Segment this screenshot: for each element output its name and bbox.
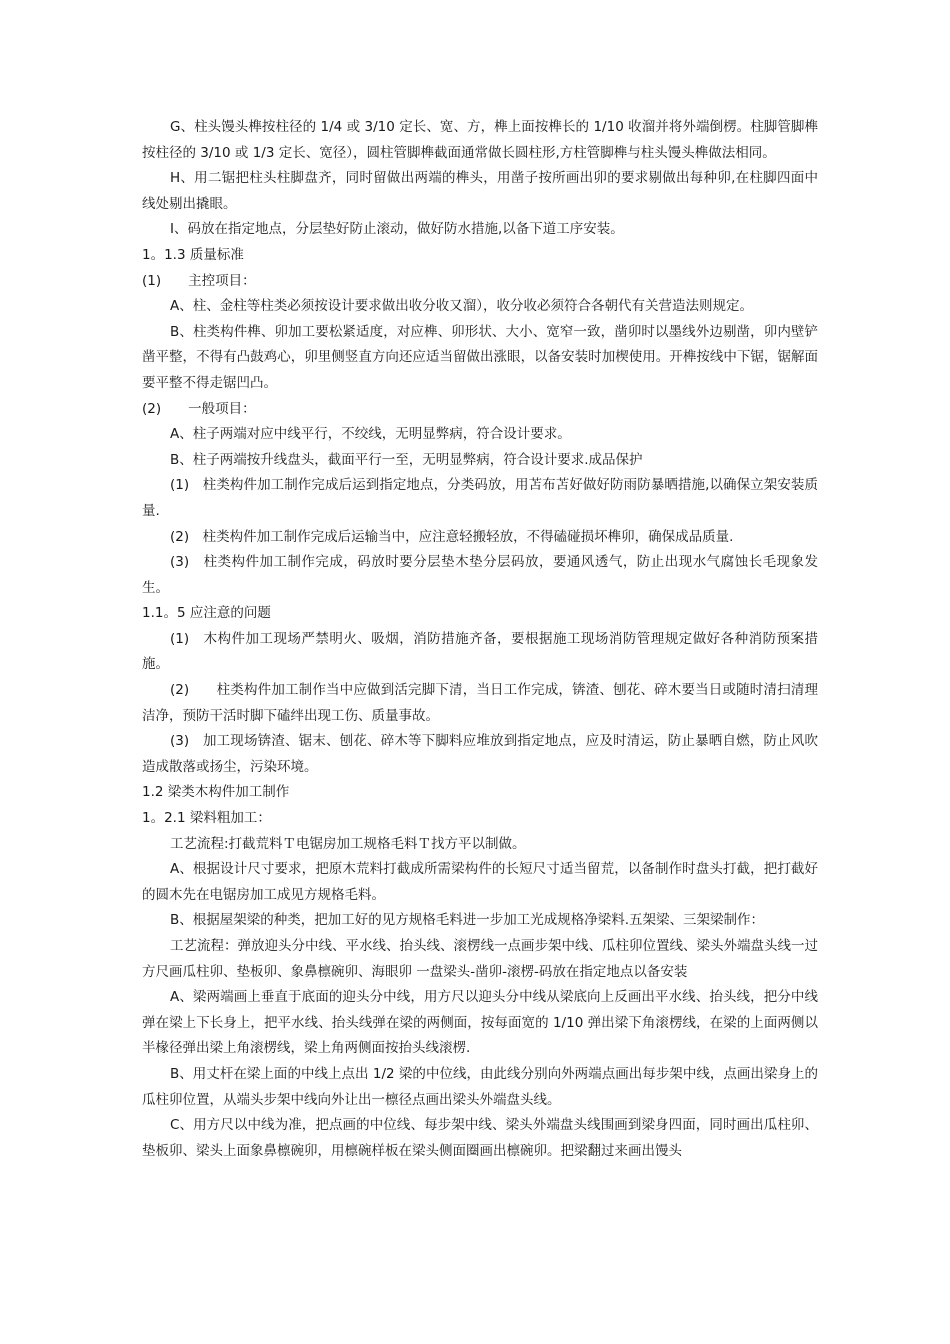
paragraph-process-flow-beam: 工艺流程：弹放迎头分中线、平水线、抬头线、滚楞线一点画步架中线、瓜柱卯位置线、梁头外端盘头线一过方尺画瓜柱卯、垫板卯、象鼻檩碗卯、海眼卯 一盘梁头-凿卯-滚楞-码放在指定地点以备安装 [142, 938, 818, 980]
paragraph-issue-3-waste: (3) 加工现场锛渣、锯末、刨花、碎木等下脚料应堆放到指定地点，应及时清运，防止暴晒自燃，防止风吹造成散落或扬尘，污染环境。 [142, 733, 818, 775]
section-heading-beam-rough-processing: 1。2.1 梁料粗加工： [142, 810, 271, 827]
paragraph-b-mortise-tenon-fit: B、柱类构件榫、卯加工要松紧适度，对应榫、卯形状、大小、宽窄一致，凿卯时以墨线外边剔凿，卯内壁铲凿平整，不得有凸鼓鸡心，卯里侧竖直方向还应适当留做出涨眼，以备安装时加楔使用。开榫按线中下锯，锯解面要平整不得走锯凹凸。 [142, 323, 818, 391]
paragraph-b-beam-types: B、根据屋架梁的种类，把加工好的见方规格毛料进一步加工光成规格净梁料.五架梁、三架梁制作： [170, 912, 765, 929]
paragraph-a-beam-centerlines: A、梁两端画上垂直于底面的迎头分中线，用方尺以迎头分中线从梁底向上反画出平水线、抬头线，把分中线弹在梁上下长身上，把平水线、抬头线弹在梁的两侧面，按每面宽的 1/10 弹出梁下角滚楞线，在梁的上面两侧以半椽径弹出梁上角滚楞线，梁上角两侧面按抬头线滚楞. [142, 989, 818, 1057]
paragraph-protection-3: (3) 柱类构件加工制作完成，码放时要分层垫木垫分层码放，要通风透气，防止出现水气腐蚀长毛现象发生。 [142, 554, 818, 596]
paragraph-c-square-rule: C、用方尺以中线为准，把点画的中位线、每步架中线、梁头外端盘头线围画到梁身四面，同时画出瓜柱卯、垫板卯、梁头上面象鼻檩碗卯，用檩碗样板在梁头侧面圈画出檩碗卯。把梁翻过来画出馒头 [142, 1117, 818, 1159]
section-heading-quality-standard: 1。1.3 质量标准 [142, 246, 244, 263]
section-heading-issues-to-note: 1.1。5 应注意的问题 [142, 605, 271, 622]
paragraph-protection-2: (2) 柱类构件加工制作完成后运输当中，应注意轻搬轻放，不得磕碰损坏榫卯，确保成品质量. [170, 528, 734, 545]
paragraph-a-centerline-parallel: A、柱子两端对应中线平行，不绞线，无明显弊病，符合设计要求。 [170, 426, 571, 443]
paragraph-i-stacking: I、码放在指定地点，分层垫好防止滚动，做好防水措施,以备下道工序安装。 [170, 221, 624, 238]
paragraph-protection-1: (1) 柱类构件加工制作完成后运到指定地点，分类码放，用苫布苫好做好防雨防暴晒措施,以确保立架安装质量. [142, 477, 818, 519]
subheading-main-control-items: (1) 主控项目： [142, 272, 256, 289]
paragraph-issue-2-cleanup: (2) 柱类构件加工制作当中应做到活完脚下清，当日工作完成，锛渣、刨花、碎木要当日或随时清扫清理洁净，预防干活时脚下磕绊出现工伤、质量事故。 [142, 682, 818, 724]
paragraph-g-column-tenons: G、柱头馒头榫按柱径的 1/4 或 3/10 定长、宽、方，榫上面按榫长的 1/10 收溜并将外端倒楞。柱脚管脚榫按柱径的 3/10 或 1/3 定长、宽径），圆柱管脚榫截面通常做长圆柱形,方柱管脚榫与柱头馒头榫做法相同。 [142, 119, 818, 161]
paragraph-process-flow-rough: 工艺流程:打截荒料Ｔ电锯房加工规格毛料Ｔ找方平以制做。 [170, 835, 526, 852]
paragraph-issue-1-fire-safety: (1) 木构件加工现场严禁明火、吸烟，消防措施齐备，要根据施工现场消防管理规定做好各种消防预案措施。 [142, 630, 818, 673]
paragraph-a-column-taper: A、柱、金柱等柱类必须按设计要求做出收分收又溜），收分收必须符合各朝代有关营造法则规定。 [170, 298, 753, 315]
subheading-general-items: (2) 一般项目： [142, 400, 256, 417]
paragraph-b-end-cutting: B、柱子两端按升线盘头，截面平行一至，无明显弊病，符合设计要求.成品保护 [170, 451, 643, 468]
paragraph-h-saw-column-ends: H、用二锯把柱头柱脚盘齐，同时留做出两端的榫头，用凿子按所画出卯的要求剔做出每种卯,在柱脚四面中线处剔出撬眼。 [142, 170, 818, 212]
section-heading-beam-fabrication: 1.2 梁类木构件加工制作 [142, 784, 290, 801]
document-body [142, 115, 818, 1164]
paragraph-a-cut-logs: A、根据设计尺寸要求，把原木荒料打截成所需梁构件的长短尺寸适当留荒，以备制作时盘头打截，把打截好的圆木先在电锯房加工成见方规格毛料。 [142, 861, 818, 903]
paragraph-b-measuring-rod: B、用丈杆在梁上面的中线上点出 1/2 梁的中位线，由此线分别向外两端点画出每步架中线，点画出梁身上的瓜柱卯位置，从端头步架中线向外让出一檩径点画出梁头外端盘头线。 [142, 1065, 818, 1108]
